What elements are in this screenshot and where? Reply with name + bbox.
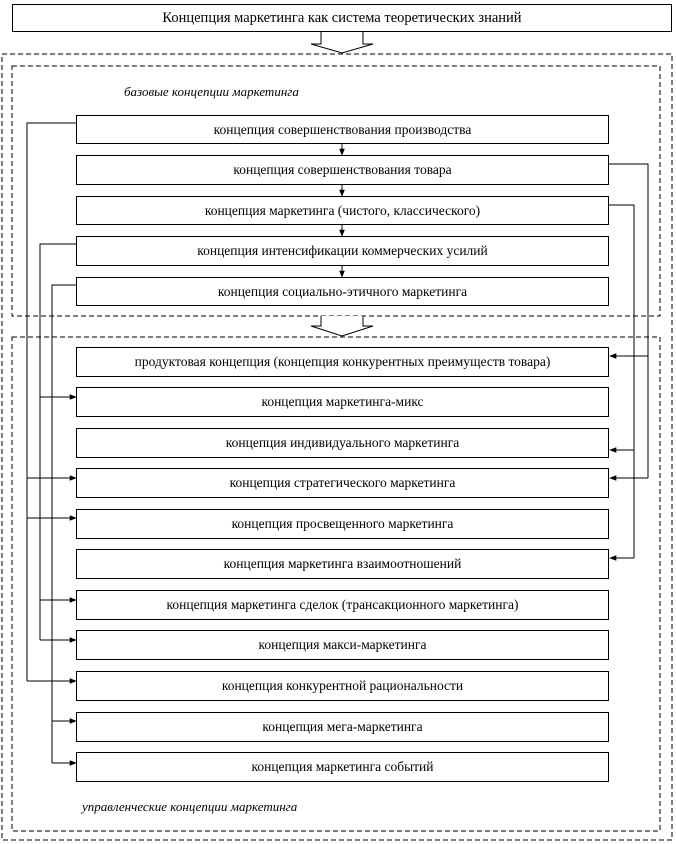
connector-intensification <box>40 244 77 640</box>
connector-product <box>609 164 648 478</box>
basic-concept-intensification: концепция интенсификации коммерческих усилий <box>76 236 609 266</box>
managerial-concept-events: концепция маркетинга событий <box>76 752 609 782</box>
basic-concept-product: концепция совершенствования товара <box>76 155 609 185</box>
managerial-concepts-label: управленческие концепции маркетинга <box>82 799 298 814</box>
managerial-concept-mega: концепция мега-маркетинга <box>76 712 609 742</box>
diagram-title: Концепция маркетинга как система теоретических знаний <box>12 4 672 32</box>
managerial-concept-marketing-mix: концепция маркетинга-микс <box>76 387 609 417</box>
managerial-concept-individual: концепция индивидуального маркетинга <box>76 428 609 458</box>
managerial-concept-transaction: концепция маркетинга сделок (трансакционного маркетинга) <box>76 590 609 620</box>
managerial-concept-relationship: концепция маркетинга взаимоотношений <box>76 549 609 579</box>
basic-concepts-label: базовые концепции маркетинга <box>124 84 299 99</box>
title-down-arrow <box>311 32 373 53</box>
connector-classic <box>609 205 634 558</box>
basic-concept-classic-marketing: концепция маркетинга (чистого, классического) <box>76 196 609 225</box>
connector-social-ethical <box>52 285 77 763</box>
basic-concept-production: концепция совершенствования производства <box>76 115 609 144</box>
managerial-concept-maxi: концепция макси-маркетинга <box>76 630 609 660</box>
managerial-concept-enlightened: концепция просвещенного маркетинга <box>76 509 609 539</box>
managerial-concept-competitive-rationality: концепция конкурентной рациональности <box>76 671 609 701</box>
basic-concept-social-ethical: концепция социально-этичного маркетинга <box>76 277 609 306</box>
managerial-concept-product-advantages: продуктовая концепция (концепция конкурентных преимуществ товара) <box>76 347 609 377</box>
managerial-concept-strategic: концепция стратегического маркетинга <box>76 468 609 498</box>
basic-to-managerial-arrow <box>311 316 373 336</box>
